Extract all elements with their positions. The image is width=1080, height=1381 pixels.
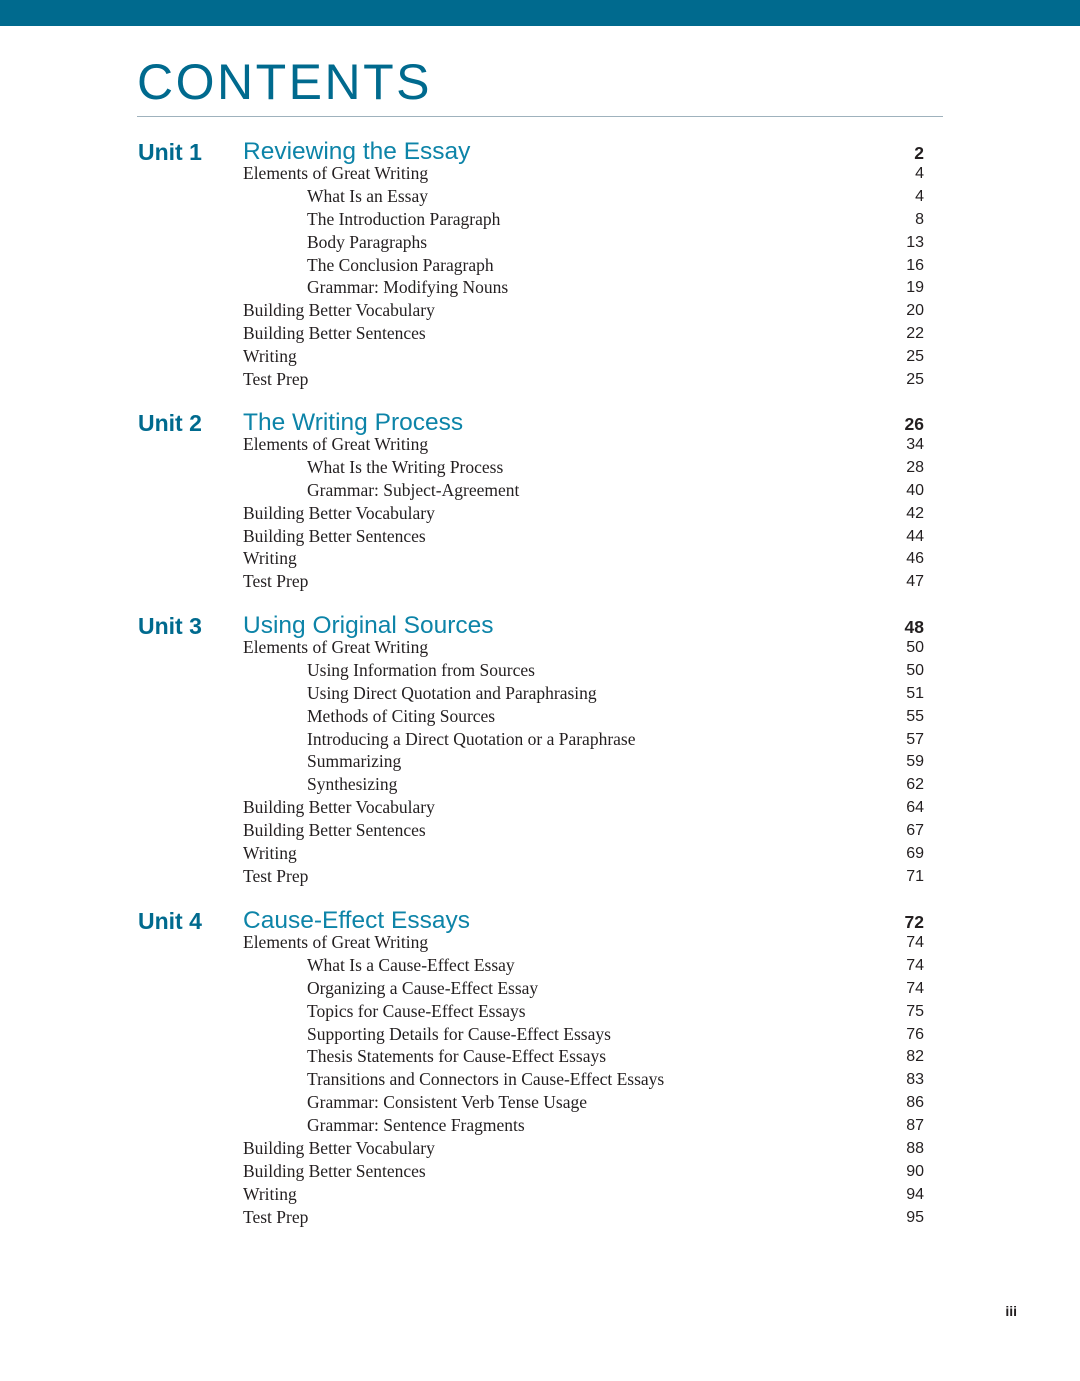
toc-entry-label: Writing: [243, 843, 297, 864]
toc-entry[interactable]: [0, 208, 1080, 231]
toc-entry-page-number: 69: [906, 845, 924, 863]
toc-entry-page-number: 67: [906, 822, 924, 840]
toc-entry[interactable]: [0, 1114, 1080, 1137]
toc-entry-label: Grammar: Subject-Agreement: [307, 479, 520, 500]
toc-entry-label: Test Prep: [243, 369, 309, 390]
toc-entry-list: [0, 636, 1080, 888]
toc-entry[interactable]: [0, 1206, 1080, 1229]
toc-entry-label: Transitions and Connectors in Cause-Effect Essays: [307, 1069, 665, 1090]
toc-entry[interactable]: [0, 254, 1080, 277]
toc-entry[interactable]: [0, 1183, 1080, 1206]
toc-entry[interactable]: [0, 368, 1080, 391]
toc-entry[interactable]: [0, 796, 1080, 819]
toc-entry[interactable]: [0, 1045, 1080, 1068]
toc-entry-page-number: 64: [906, 799, 924, 817]
toc-entry-page-number: 50: [906, 639, 924, 656]
toc-entry-page-number: 87: [906, 1117, 924, 1135]
toc-entry-label: Grammar: Sentence Fragments: [307, 1115, 525, 1136]
toc-entry-page-number: 90: [906, 1162, 924, 1180]
toc-entry[interactable]: [0, 819, 1080, 842]
toc-entry[interactable]: [0, 659, 1080, 682]
toc-entry-page-number: 47: [906, 573, 924, 591]
toc-entry-page-number: 57: [906, 730, 924, 748]
toc-entry-label: Organizing a Cause-Effect Essay: [307, 977, 539, 998]
unit-label: Unit 2: [138, 410, 202, 436]
toc-entry-page-number: 94: [906, 1185, 924, 1203]
toc-entry-label: Building Better Sentences: [243, 820, 426, 841]
unit-label: Unit 4: [138, 908, 202, 934]
toc-entry-page-number: 95: [906, 1208, 924, 1226]
toc-entry-page-number: 16: [906, 256, 924, 274]
toc-entry-label: Elements of Great Writing: [243, 434, 429, 454]
toc-entry-page-number: 28: [906, 458, 924, 476]
toc-entry[interactable]: [0, 1160, 1080, 1183]
toc-entry-list: [0, 162, 1080, 391]
toc-entry-page-number: 74: [906, 956, 924, 974]
toc-entry[interactable]: [0, 433, 1080, 456]
unit-title-link[interactable]: Cause-Effect Essays: [243, 907, 470, 934]
toc-entry[interactable]: [0, 322, 1080, 345]
toc-entry-page-number: 88: [906, 1140, 924, 1158]
toc-entry[interactable]: [0, 954, 1080, 977]
toc-entry[interactable]: [0, 299, 1080, 322]
toc-entry-label: Writing: [243, 548, 297, 569]
toc-entry-list: [0, 931, 1080, 1229]
toc-entry-label: The Conclusion Paragraph: [307, 254, 494, 275]
toc-entry-page-number: 59: [906, 753, 924, 771]
toc-entry-label: Test Prep: [243, 865, 309, 886]
toc-entry-page-number: 51: [906, 684, 924, 702]
toc-entry-label: Test Prep: [243, 1206, 309, 1227]
toc-entry-label: Elements of Great Writing: [243, 163, 429, 183]
toc-entry[interactable]: [0, 773, 1080, 796]
toc-entry[interactable]: [0, 525, 1080, 548]
toc-entry-list: [0, 433, 1080, 593]
toc-entry-page-number: 44: [906, 527, 924, 545]
toc-entry-page-number: 74: [906, 979, 924, 997]
toc-entry-page-number: 62: [906, 776, 924, 794]
toc-entry[interactable]: [0, 842, 1080, 865]
toc-entry-label: What Is a Cause-Effect Essay: [307, 954, 515, 975]
toc-entry[interactable]: [0, 185, 1080, 208]
toc-entry-page-number: 8: [915, 210, 924, 228]
toc-entry[interactable]: [0, 231, 1080, 254]
toc-entry-label: Building Better Vocabulary: [243, 797, 435, 818]
unit-title-link[interactable]: Reviewing the Essay: [243, 138, 471, 165]
toc-entry[interactable]: [0, 750, 1080, 773]
toc-entry-label: Elements of Great Writing: [243, 932, 429, 952]
toc-entry-page-number: 19: [906, 279, 924, 297]
toc-entry-page-number: 71: [906, 867, 924, 885]
toc-entry[interactable]: [0, 682, 1080, 705]
toc-entry-label: Writing: [243, 346, 297, 367]
toc-entry-page-number: 22: [906, 325, 924, 343]
toc-entry-label: Body Paragraphs: [307, 231, 428, 252]
toc-entry-label: Building Better Vocabulary: [243, 1138, 435, 1159]
toc-entry-label: Test Prep: [243, 571, 309, 592]
toc-entry-label: Summarizing: [307, 751, 402, 772]
toc-entry[interactable]: [0, 547, 1080, 570]
toc-entry-page-number: 86: [906, 1094, 924, 1112]
toc-entry-page-number: 82: [906, 1048, 924, 1066]
top-color-band: [0, 0, 1080, 26]
toc-entry[interactable]: [0, 977, 1080, 1000]
toc-entry-label: Building Better Vocabulary: [243, 502, 435, 523]
toc-entry-page-number: 42: [906, 504, 924, 522]
toc-entry-label: Grammar: Modifying Nouns: [307, 277, 509, 298]
toc-entry-label: Grammar: Consistent Verb Tense Usage: [307, 1092, 588, 1113]
toc-entry[interactable]: [0, 931, 1080, 954]
page-title: CONTENTS: [137, 54, 432, 110]
toc-entry[interactable]: [0, 636, 1080, 659]
title-divider: [137, 116, 943, 117]
toc-entry[interactable]: [0, 162, 1080, 185]
toc-entry[interactable]: [0, 865, 1080, 888]
toc-entry-label: Thesis Statements for Cause-Effect Essays: [307, 1046, 607, 1067]
toc-entry-label: Building Better Sentences: [243, 525, 426, 546]
toc-entry[interactable]: [0, 345, 1080, 368]
toc-entry[interactable]: [0, 1137, 1080, 1160]
toc-entry-label: Building Better Vocabulary: [243, 300, 435, 321]
toc-entry-page-number: 40: [906, 481, 924, 499]
toc-entry-label: What Is an Essay: [307, 185, 429, 206]
toc-entry-page-number: 4: [915, 187, 924, 205]
toc-entry-page-number: 34: [906, 436, 924, 453]
toc-entry-page-number: 20: [906, 302, 924, 320]
unit-title-link[interactable]: Using Original Sources: [243, 612, 494, 639]
unit-page-number: 48: [904, 617, 924, 637]
unit-label: Unit 1: [138, 139, 202, 165]
toc-entry-label: What Is the Writing Process: [307, 456, 504, 477]
toc-entry[interactable]: [0, 502, 1080, 525]
unit-page-number: 72: [904, 912, 924, 932]
toc-entry-label: Building Better Sentences: [243, 323, 426, 344]
toc-entry-page-number: 25: [906, 371, 924, 389]
toc-entry[interactable]: [0, 1000, 1080, 1023]
toc-entry-page-number: 50: [906, 661, 924, 679]
unit-page-number: 2: [914, 143, 924, 163]
toc-entry-page-number: 46: [906, 550, 924, 568]
toc-entry[interactable]: [0, 276, 1080, 299]
toc-entry[interactable]: [0, 479, 1080, 502]
unit-page-number: 26: [904, 414, 924, 434]
toc-entry-page-number: 4: [915, 165, 924, 182]
page-folio: iii: [1005, 1303, 1017, 1319]
toc-entry-page-number: 55: [906, 707, 924, 725]
unit-title-link[interactable]: The Writing Process: [243, 409, 464, 436]
toc-entry-label: Methods of Citing Sources: [307, 705, 496, 726]
toc-entry[interactable]: [0, 1068, 1080, 1091]
toc-entry-label: Using Information from Sources: [307, 659, 535, 680]
toc-entry-label: Building Better Sentences: [243, 1160, 426, 1181]
toc-entry[interactable]: [0, 1091, 1080, 1114]
toc-entry-page-number: 25: [906, 348, 924, 366]
toc-entry-page-number: 76: [906, 1025, 924, 1043]
unit-label: Unit 3: [138, 613, 202, 639]
toc-entry-page-number: 83: [906, 1071, 924, 1089]
toc-entry[interactable]: [0, 456, 1080, 479]
toc-entry-label: Elements of Great Writing: [243, 637, 429, 657]
toc-entry-label: Using Direct Quotation and Paraphrasing: [307, 682, 597, 703]
toc-entry[interactable]: [0, 705, 1080, 728]
toc-entry-label: The Introduction Paragraph: [307, 208, 501, 229]
toc-entry-label: Supporting Details for Cause-Effect Essays: [307, 1023, 611, 1044]
toc-entry[interactable]: [0, 570, 1080, 593]
toc-entry[interactable]: [0, 1023, 1080, 1046]
toc-entry-label: Introducing a Direct Quotation or a Paraphrase: [307, 728, 636, 749]
toc-entry-page-number: 75: [906, 1002, 924, 1020]
toc-entry-label: Topics for Cause-Effect Essays: [307, 1000, 526, 1021]
toc-entry[interactable]: [0, 728, 1080, 751]
toc-entry-page-number: 13: [906, 233, 924, 251]
toc-entry-page-number: 74: [906, 934, 924, 951]
toc-entry-label: Synthesizing: [307, 774, 398, 795]
toc-entry-label: Writing: [243, 1183, 297, 1204]
